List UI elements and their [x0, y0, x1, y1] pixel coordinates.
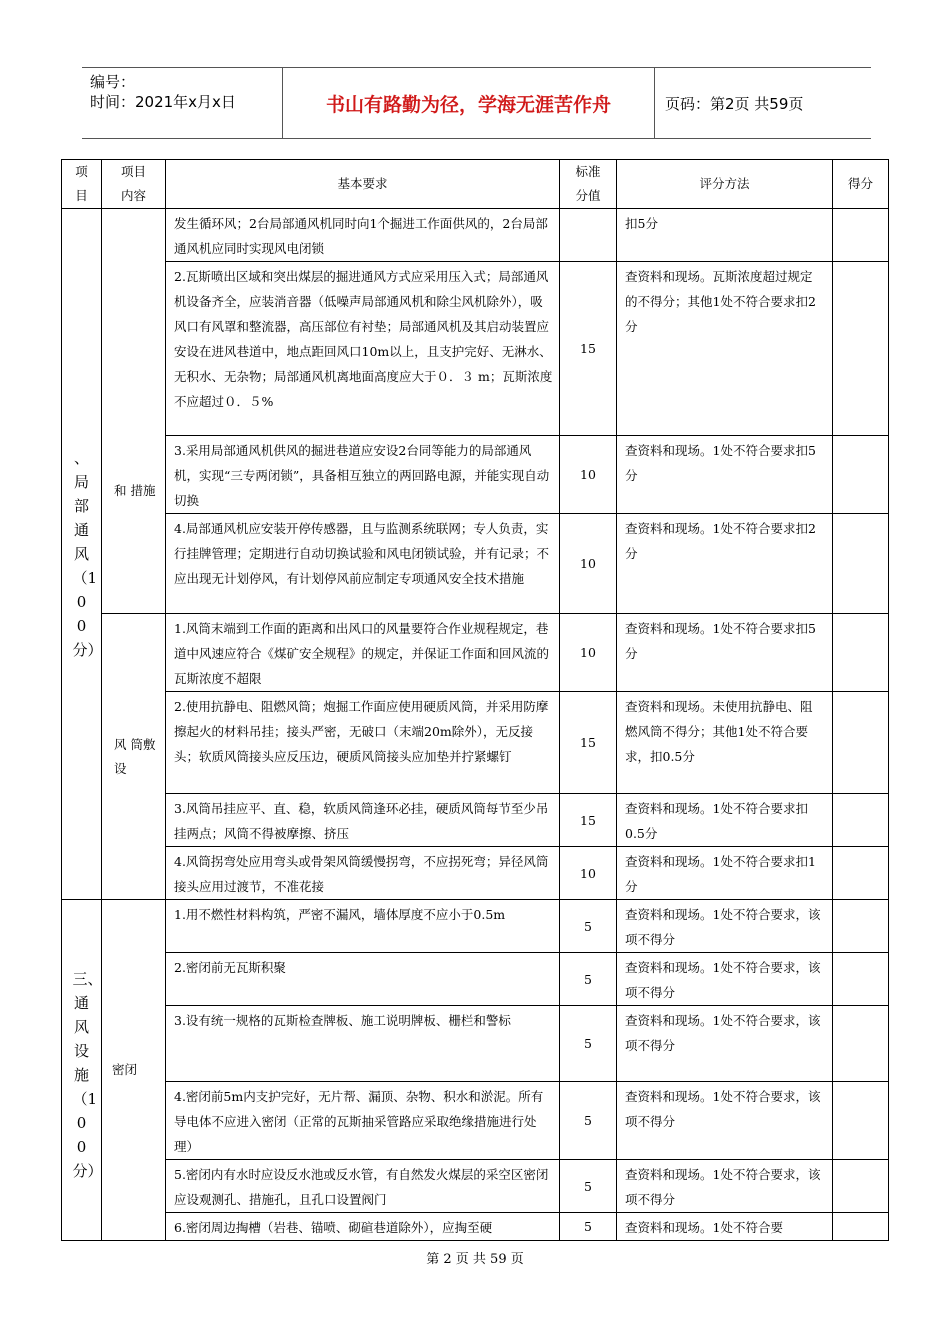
- requirement-cell: 2.瓦斯喷出区域和突出煤层的掘进通风方式应采用压入式；局部通风机设备齐全，应装消音器（低噪声局部通风机和除尘风机除外），吸风口有风罩和整流器，高压部位有衬垫；局部通风机及其启动装置应安设在进风巷道中，地点距回风口10m以上，且支护完好、无淋水、无积水、无杂物；局部通风机离地面高度应大于０．３ m；瓦斯浓度不应超过０．５%: [166, 262, 560, 436]
- standard-score-cell: 5: [560, 900, 617, 953]
- standard-score-cell: [560, 209, 617, 262]
- score-cell: [833, 1082, 889, 1160]
- requirement-cell: 1.风筒末端到工作面的距离和出风口的风量要符合作业规程规定，巷道中风速应符合《煤矿安全规程》的规定，并保证工作面和回风流的瓦斯浓度不超限: [166, 614, 560, 692]
- requirement-cell: 发生循环风；2台局部通风机同时向1个掘进工作面供风的，2台局部通风机应同时实现风电闭锁: [166, 209, 560, 262]
- standard-score-cell: 5: [560, 1160, 617, 1213]
- standard-score-cell: 15: [560, 262, 617, 436]
- requirement-cell: 2.使用抗静电、阻燃风筒；炮掘工作面应使用硬质风筒，并采用防摩擦起火的材料吊挂；接头严密，无破口（末端20m除外），无反接头；软质风筒接头应反压边，硬质风筒接头应加垫并拧紧螺钉: [166, 692, 560, 794]
- standard-score-cell: 15: [560, 794, 617, 847]
- requirement-cell: 5.密闭内有水时应设反水池或反水管，有自然发火煤层的采空区密闭应设观测孔、措施孔，且孔口设置阀门: [166, 1160, 560, 1213]
- score-cell: [833, 209, 889, 262]
- score-cell: [833, 794, 889, 847]
- table-row: [62, 1160, 889, 1213]
- table-row: [62, 847, 889, 900]
- header-scoring-method: 评分方法: [617, 160, 833, 209]
- score-cell: [833, 1160, 889, 1213]
- header-score: 得分: [833, 160, 889, 209]
- score-cell: [833, 900, 889, 953]
- scoring-table: [61, 159, 889, 1241]
- score-cell: [833, 614, 889, 692]
- doc-number-label: 编号：: [90, 73, 136, 91]
- requirement-cell: 3.风筒吊挂应平、直、稳，软质风筒逢环必挂，硬质风筒每节至少吊挂两点；风筒不得被摩擦、挤压: [166, 794, 560, 847]
- requirement-cell: 3.设有统一规格的瓦斯检查牌板、施工说明牌板、栅栏和警标: [166, 1006, 560, 1082]
- header-requirement: 基本要求: [166, 160, 560, 209]
- scoring-method-cell: 查资料和现场。1处不符合要求扣0.5分: [617, 794, 833, 847]
- score-cell: [833, 1213, 889, 1241]
- table-row: [62, 794, 889, 847]
- scoring-method-cell: 查资料和现场。1处不符合要求扣2分: [617, 514, 833, 614]
- table-row: [62, 1213, 889, 1241]
- score-cell: [833, 953, 889, 1006]
- header-meta: [82, 68, 282, 138]
- scoring-method-cell: 查资料和现场。1处不符合要求，该项不得分: [617, 953, 833, 1006]
- table-row: [62, 1006, 889, 1082]
- score-cell: [833, 692, 889, 794]
- scoring-method-cell: 查资料和现场。1处不符合要求，该项不得分: [617, 1006, 833, 1082]
- requirement-cell: 4.风筒拐弯处应用弯头或骨架风筒缓慢拐弯，不应拐死弯；异径风筒接头应用过渡节，不准花接: [166, 847, 560, 900]
- table-row: [62, 900, 889, 953]
- score-cell: [833, 262, 889, 436]
- scoring-method-cell: 查资料和现场。1处不符合要求，该项不得分: [617, 1082, 833, 1160]
- standard-score-cell: 5: [560, 953, 617, 1006]
- header-standard-score: 标准 分值: [560, 160, 617, 209]
- scoring-method-cell: 查资料和现场。1处不符合要求扣5分: [617, 614, 833, 692]
- score-cell: [833, 1006, 889, 1082]
- standard-score-cell: 15: [560, 692, 617, 794]
- table-row: [62, 614, 889, 692]
- scoring-method-cell: 查资料和现场。1处不符合要求扣5分: [617, 436, 833, 514]
- standard-score-cell: 10: [560, 847, 617, 900]
- scoring-method-cell: 查资料和现场。1处不符合要求扣1分: [617, 847, 833, 900]
- standard-score-cell: 5: [560, 1213, 617, 1241]
- scoring-method-cell: 扣5分: [617, 209, 833, 262]
- page-footer: 第 2 页 共 59 页: [426, 1252, 524, 1267]
- requirement-cell: 4.密闭前5m内支护完好，无片帮、漏顶、杂物、积水和淤泥。所有导电体不应进入密闭（正常的瓦斯抽采管路应采取绝缘措施进行处理）: [166, 1082, 560, 1160]
- scoring-method-cell: 查资料和现场。1处不符合要求，该项不得分: [617, 1160, 833, 1213]
- requirement-cell: 6.密闭周边掏槽（岩巷、锚喷、砌碹巷道除外），应掏至硬: [166, 1213, 560, 1241]
- subgroup-ducts: 风 筒敷设: [102, 614, 166, 900]
- standard-score-cell: 10: [560, 436, 617, 514]
- table-row: [62, 692, 889, 794]
- header-item: 项 目: [62, 160, 102, 209]
- table-row: [62, 953, 889, 1006]
- page-header: [82, 67, 871, 139]
- table-row: [62, 1082, 889, 1160]
- standard-score-cell: 5: [560, 1082, 617, 1160]
- score-cell: [833, 436, 889, 514]
- table-row: [62, 209, 889, 262]
- subgroup-seal: 密闭: [102, 900, 166, 1241]
- date-line: 时间：2021年x月x日: [90, 93, 236, 111]
- requirement-cell: 2.密闭前无瓦斯积聚: [166, 953, 560, 1006]
- requirement-cell: 1.用不燃性材料构筑，严密不漏风，墙体厚度不应小于0.5m: [166, 900, 560, 953]
- table-header-row: [62, 160, 889, 209]
- scoring-method-cell: 查资料和现场。未使用抗静电、阻燃风筒不得分；其他1处不符合要求，扣0.5分: [617, 692, 833, 794]
- subgroup-measures: 和 措施: [102, 209, 166, 614]
- table-row: [62, 262, 889, 436]
- requirement-cell: 4.局部通风机应安装开停传感器，且与监测系统联网；专人负责，实行挂牌管理；定期进行自动切换试验和风电闭锁试验，并有记录；不应出现无计划停风，有计划停风前应制定专项通风安全技术措施: [166, 514, 560, 614]
- header-page-info: 页码：第2页 共59页: [665, 94, 804, 113]
- score-cell: [833, 514, 889, 614]
- standard-score-cell: 10: [560, 614, 617, 692]
- scoring-method-cell: 查资料和现场。1处不符合要: [617, 1213, 833, 1241]
- standard-score-cell: 5: [560, 1006, 617, 1082]
- header-motto: 书山有路勤为径，学海无涯苦作舟: [282, 68, 655, 138]
- table-row: [62, 514, 889, 614]
- standard-score-cell: 10: [560, 514, 617, 614]
- section-local-ventilation: 、局部通风（100分）: [62, 209, 102, 900]
- table-row: [62, 436, 889, 514]
- score-cell: [833, 847, 889, 900]
- section-ventilation-facilities: 三、通风设施（100分）: [62, 900, 102, 1241]
- requirement-cell: 3.采用局部通风机供风的掘进巷道应安设2台同等能力的局部通风机，实现“三专两闭锁”，具备相互独立的两回路电源，并能实现自动切换: [166, 436, 560, 514]
- header-content: 项目 内容: [102, 160, 166, 209]
- scoring-method-cell: 查资料和现场。1处不符合要求，该项不得分: [617, 900, 833, 953]
- scoring-method-cell: 查资料和现场。瓦斯浓度超过规定的不得分；其他1处不符合要求扣2分: [617, 262, 833, 436]
